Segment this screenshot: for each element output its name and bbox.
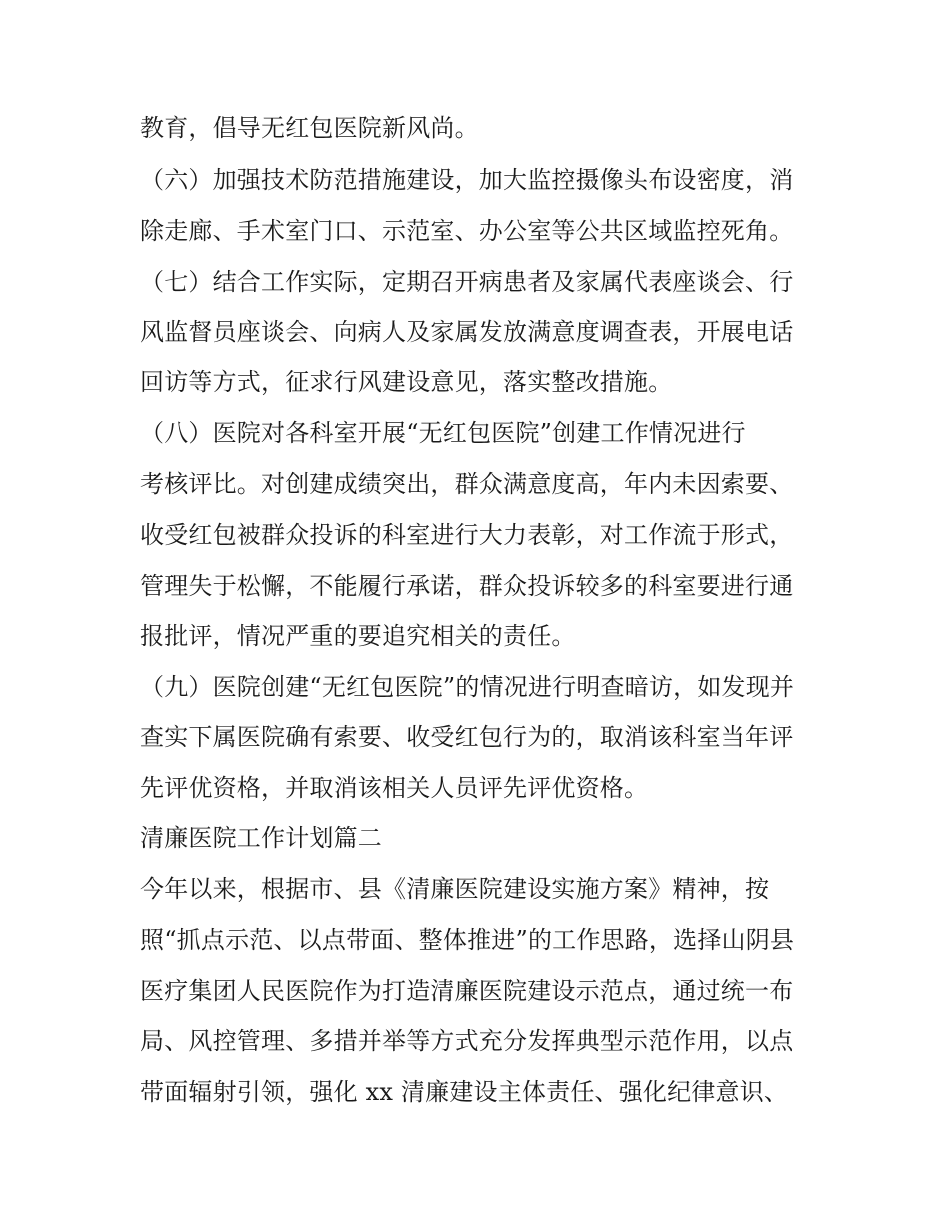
text-line: 风监督员座谈会、向病人及家属发放满意度调查表，开展电话	[140, 318, 794, 346]
text-line: 先评优资格，并取消该相关人员评先评优资格。	[140, 774, 649, 802]
section-heading: 清廉医院工作计划篇二	[140, 824, 382, 852]
text-line: 局、风控管理、多措并举等方式充分发挥典型示范作用，以点	[140, 1027, 794, 1055]
text-line: （九）医院创建“无红包医院”的情况进行明查暗访，如发现并	[140, 673, 795, 701]
text-line: （六）加强技术防范措施建设，加大监控摄像头布设密度，消	[140, 166, 794, 194]
text-line: 查实下属医院确有索要、收受红包行为的，取消该科室当年评	[140, 723, 794, 751]
text-line: 今年以来，根据市、县《清廉医院建设实施方案》精神，按	[140, 875, 770, 903]
text-line: 考核评比。对创建成绩突出，群众满意度高，年内未因索要、	[140, 470, 794, 498]
text-line: （七）结合工作实际，定期召开病患者及家属代表座谈会、行	[140, 268, 794, 296]
text-line: 带面辐射引领，强化 xx 清廉建设主体责任、强化纪律意识、	[140, 1078, 789, 1106]
text-line: 管理失于松懈，不能履行承诺，群众投诉较多的科室要进行通	[140, 572, 794, 600]
text-line: 收受红包被群众投诉的科室进行大力表彰，对工作流于形式，	[140, 521, 794, 549]
text-line: 照“抓点示范、以点带面、整体推进”的工作思路，选择山阴县	[140, 926, 795, 954]
text-line: 报批评，情况严重的要追究相关的责任。	[140, 622, 576, 650]
text-line: 教育，倡导无红包医院新风尚。	[140, 114, 479, 142]
text-line: 回访等方式，征求行风建设意见，落实整改措施。	[140, 368, 673, 396]
text-line: 除走廊、手术室门口、示范室、办公室等公共区域监控死角。	[140, 217, 794, 245]
text-line: 医疗集团人民医院作为打造清廉医院建设示范点，通过统一布	[140, 977, 794, 1005]
text-line: （八）医院对各科室开展“无红包医院”创建工作情况进行	[140, 419, 746, 447]
